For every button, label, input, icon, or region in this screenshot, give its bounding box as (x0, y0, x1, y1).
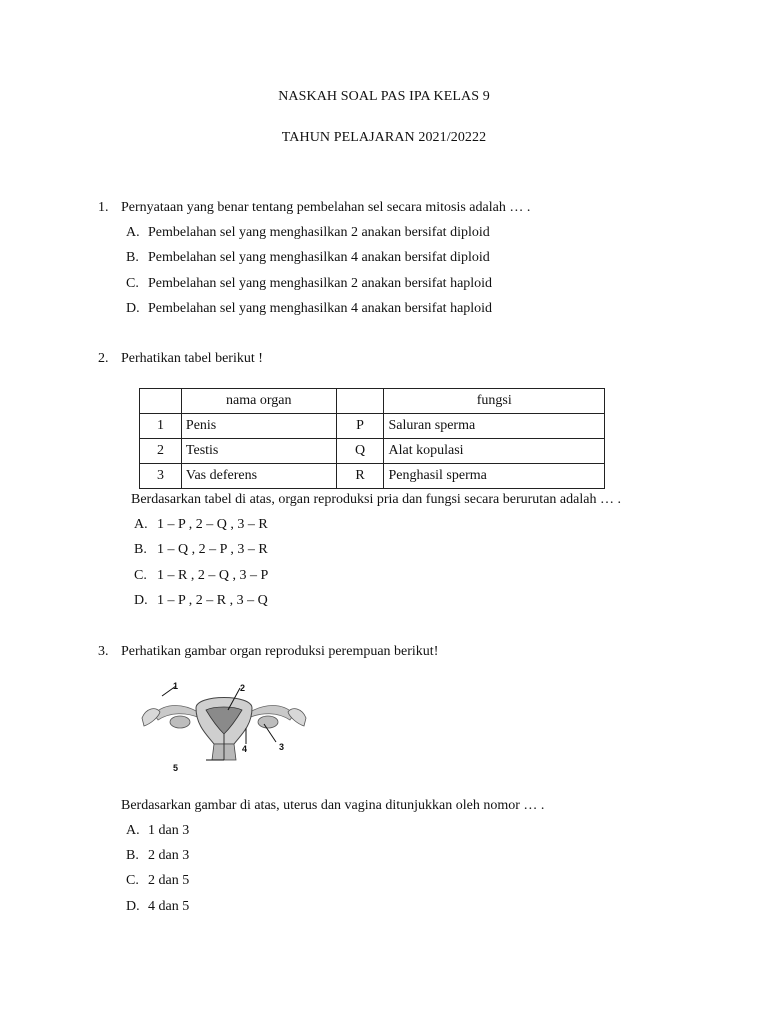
option-text: Pembelahan sel yang menghasilkan 4 anakan bersifat haploid (148, 301, 493, 316)
question-number: 1. (98, 200, 109, 215)
table-header-cell (336, 389, 384, 414)
figure-label: 4 (242, 744, 248, 754)
option-text: Pembelahan sel yang menghasilkan 2 anakan bersifat haploid (148, 276, 493, 291)
table-cell: 3 (140, 464, 182, 489)
option-letter: B. (134, 542, 147, 557)
option-text: 2 dan 3 (148, 848, 190, 863)
table-header-cell (140, 389, 182, 414)
question-text: Pernyataan yang benar tentang pembelahan sel secara mitosis adalah … . (121, 200, 531, 215)
option-text: 1 – R , 2 – Q , 3 – P (157, 568, 269, 583)
question-number: 2. (98, 351, 109, 366)
page-title: NASKAH SOAL PAS IPA KELAS 9 (278, 89, 490, 104)
option-text: 4 dan 5 (148, 899, 190, 914)
option-letter: B. (126, 848, 139, 863)
page-subtitle: TAHUN PELAJARAN 2021/20222 (281, 130, 487, 145)
option-letter: C. (126, 276, 139, 291)
option-text: 1 – P , 2 – R , 3 – Q (157, 593, 268, 608)
question-text: Berdasarkan tabel di atas, organ reproduksi pria dan fungsi secara berurutan adalah … . (131, 492, 621, 507)
table-cell: Penis (181, 414, 336, 439)
table-header-row (140, 389, 605, 414)
table-cell: P (336, 414, 384, 439)
option-letter: A. (126, 823, 140, 838)
figure-label: 5 (173, 763, 179, 773)
table-cell: Saluran sperma (384, 414, 605, 439)
question-number: 3. (98, 644, 109, 659)
table-cell: Vas deferens (181, 464, 336, 489)
option-text: 2 dan 5 (148, 873, 190, 888)
question-text: Berdasarkan gambar di atas, uterus dan vagina ditunjukkan oleh nomor … . (121, 798, 545, 813)
table-cell: 1 (140, 414, 182, 439)
option-letter: A. (134, 517, 148, 532)
organ-table (139, 388, 605, 489)
option-letter: A. (126, 225, 140, 240)
table-cell: Testis (181, 439, 336, 464)
figure-label: 2 (240, 683, 246, 693)
table-header-cell: fungsi (384, 389, 605, 414)
table-cell: Penghasil sperma (384, 464, 605, 489)
option-text: 1 dan 3 (148, 823, 190, 838)
option-text: Pembelahan sel yang menghasilkan 4 anakan bersifat diploid (148, 250, 490, 265)
question-text: Perhatikan gambar organ reproduksi perempuan berikut! (121, 644, 439, 659)
table-cell: R (336, 464, 384, 489)
table-row (140, 414, 605, 439)
figure-label: 3 (279, 742, 285, 752)
table-cell: Alat kopulasi (384, 439, 605, 464)
table-cell: Q (336, 439, 384, 464)
question-text: Perhatikan tabel berikut ! (121, 351, 263, 366)
female-reproductive-organ-figure (136, 674, 312, 780)
option-letter: B. (126, 250, 139, 265)
table-header-cell: nama organ (181, 389, 336, 414)
option-letter: C. (134, 568, 147, 583)
figure-label: 1 (173, 681, 179, 691)
option-letter: D. (126, 899, 140, 914)
option-letter: D. (134, 593, 148, 608)
table-row (140, 439, 605, 464)
table-cell: 2 (140, 439, 182, 464)
option-letter: C. (126, 873, 139, 888)
option-text: Pembelahan sel yang menghasilkan 2 anakan bersifat diploid (148, 225, 490, 240)
table-row (140, 464, 605, 489)
option-text: 1 – P , 2 – Q , 3 – R (157, 517, 268, 532)
option-text: 1 – Q , 2 – P , 3 – R (157, 542, 268, 557)
option-letter: D. (126, 301, 140, 316)
